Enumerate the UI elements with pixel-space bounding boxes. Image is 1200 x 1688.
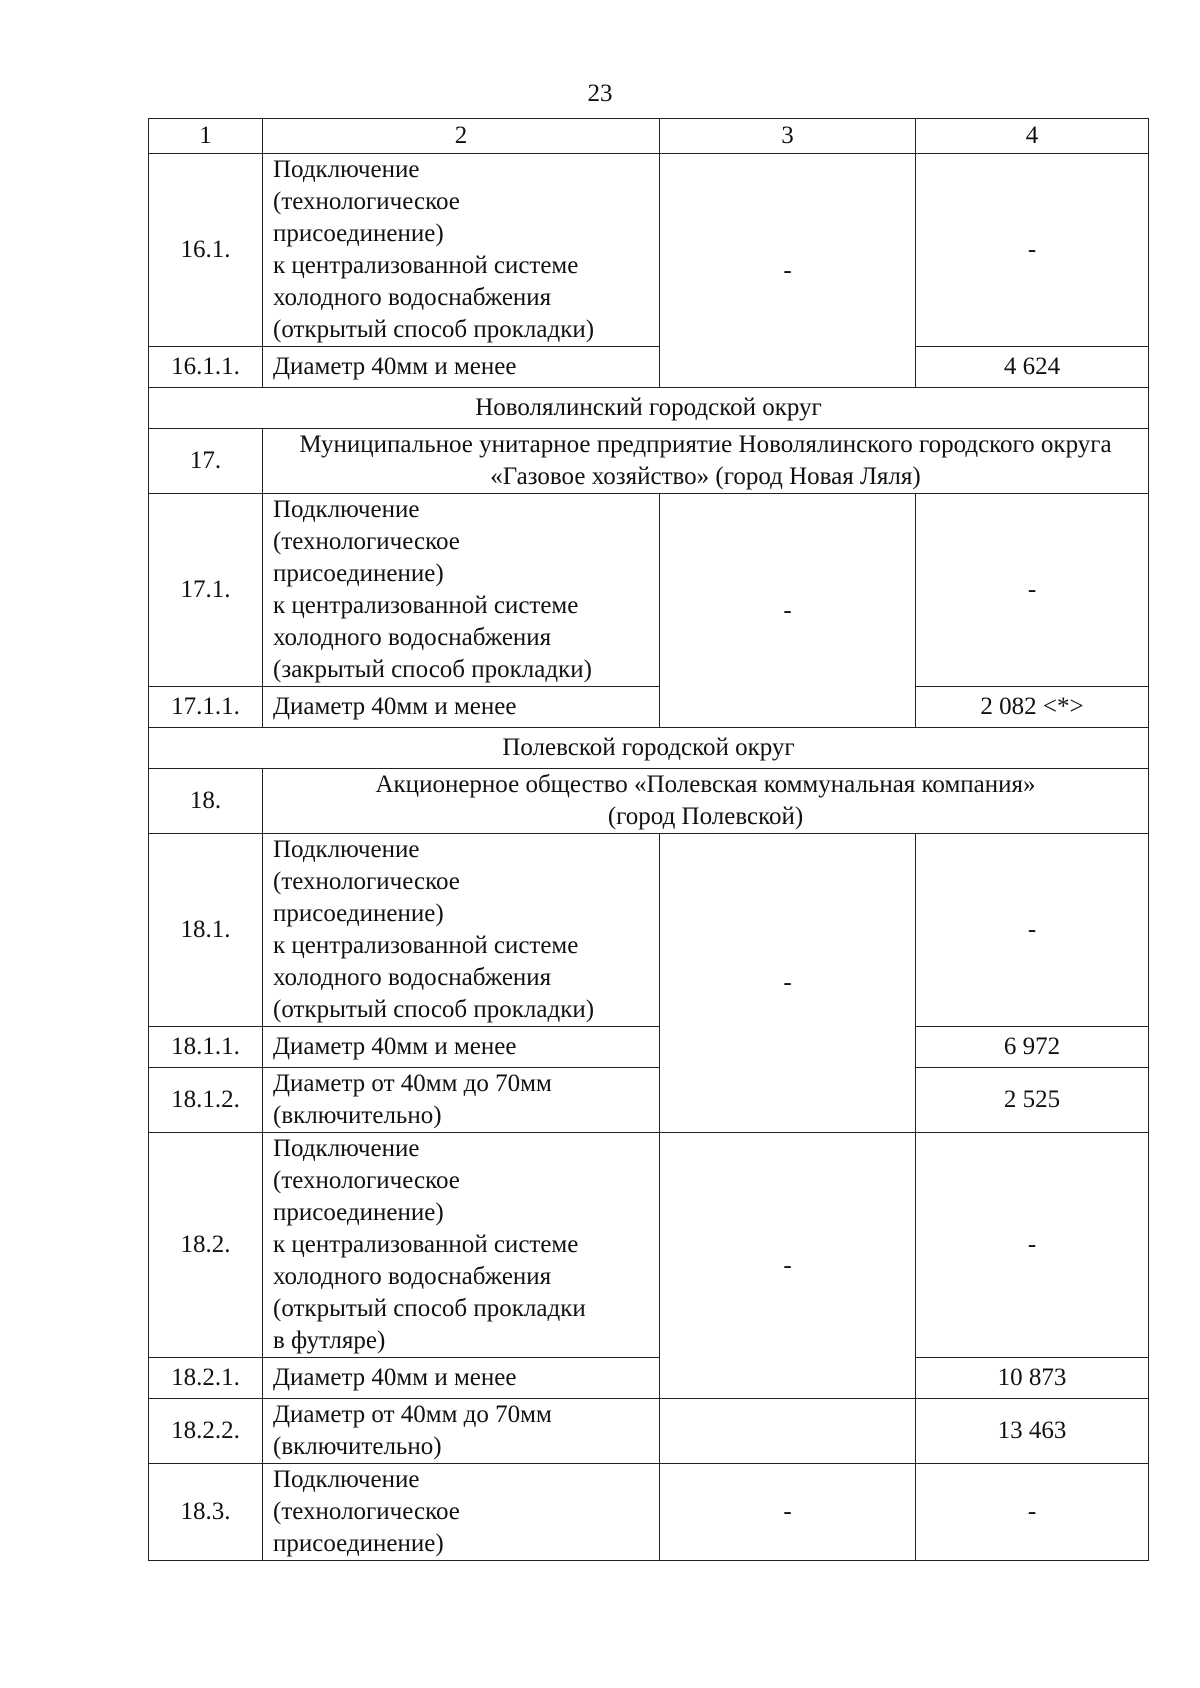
row-col4: 13 463 [916,1399,1149,1464]
table-row [149,1464,1149,1561]
table-row [149,494,1149,687]
row-col3: - [660,1133,916,1399]
organization-name: Муниципальное унитарное предприятие Новолялинского городского округа «Газовое хозяйство» (город Новая Ляля) [263,429,1149,494]
table-row [149,1027,1149,1068]
table-row [149,769,1149,834]
row-col4: - [916,494,1149,687]
header-cell-1: 1 [149,119,263,154]
row-number: 18.2.1. [149,1358,263,1399]
row-number: 18.1.1. [149,1027,263,1068]
row-col3: - [660,494,916,728]
region-row [149,388,1149,429]
table-row [149,1358,1149,1399]
table-row [149,154,1149,347]
row-description: Диаметр от 40мм до 70мм (включительно) [263,1068,660,1133]
row-col3: - [660,154,916,388]
row-col4: 2 525 [916,1068,1149,1133]
row-description: Диаметр от 40мм до 70мм (включительно) [263,1399,660,1464]
page-number: 23 [587,80,613,107]
row-col4: - [916,1133,1149,1358]
table-row [149,429,1149,494]
row-col4: 6 972 [916,1027,1149,1068]
row-col4: 10 873 [916,1358,1149,1399]
table-row [149,1133,1149,1358]
row-number: 18.2.2. [149,1399,263,1464]
row-number: 17.1. [149,494,263,687]
row-col4: - [916,834,1149,1027]
row-col4: - [916,154,1149,347]
table-row [149,347,1149,388]
row-description: Диаметр 40мм и менее [263,1027,660,1068]
row-description: Подключение (технологическое присоединение) [263,1464,660,1561]
region-title: Полевской городской округ [149,728,1149,769]
table-row [149,687,1149,728]
row-number: 18.2. [149,1133,263,1358]
row-col3: - [660,1464,916,1561]
row-col4: 2 082 <*> [916,687,1149,728]
row-number: 16.1.1. [149,347,263,388]
table-header-row [149,119,1149,154]
row-number: 18.1.2. [149,1068,263,1133]
header-cell-4: 4 [916,119,1149,154]
header-cell-2: 2 [263,119,660,154]
row-number: 18. [149,769,263,834]
row-description: Диаметр 40мм и менее [263,1358,660,1399]
region-row [149,728,1149,769]
row-description: Подключение (технологическое присоединение) к централизованной системе холодного водоснабжения (открытый способ прокладки) [263,834,660,1027]
tariff-table [148,118,1149,1561]
header-cell-3: 3 [660,119,916,154]
table-row [149,1068,1149,1133]
row-col4: - [916,1464,1149,1561]
row-description: Диаметр 40мм и менее [263,687,660,728]
table-row [149,834,1149,1027]
organization-name: Акционерное общество «Полевская коммунальная компания» (город Полевской) [263,769,1149,834]
row-description: Подключение (технологическое присоединение) к централизованной системе холодного водоснабжения (открытый способ прокладки) [263,154,660,347]
row-number: 16.1. [149,154,263,347]
row-number: 18.3. [149,1464,263,1561]
row-number: 18.1. [149,834,263,1027]
row-col3-empty [660,1399,916,1464]
row-number: 17.1.1. [149,687,263,728]
row-number: 17. [149,429,263,494]
row-description: Подключение (технологическое присоединение) к централизованной системе холодного водоснабжения (открытый способ прокладки в футляре) [263,1133,660,1358]
row-description: Диаметр 40мм и менее [263,347,660,388]
table-row [149,1399,1149,1464]
region-title: Новолялинский городской округ [149,388,1149,429]
row-col4: 4 624 [916,347,1149,388]
row-description: Подключение (технологическое присоединение) к централизованной системе холодного водоснабжения (закрытый способ прокладки) [263,494,660,687]
row-col3: - [660,834,916,1133]
